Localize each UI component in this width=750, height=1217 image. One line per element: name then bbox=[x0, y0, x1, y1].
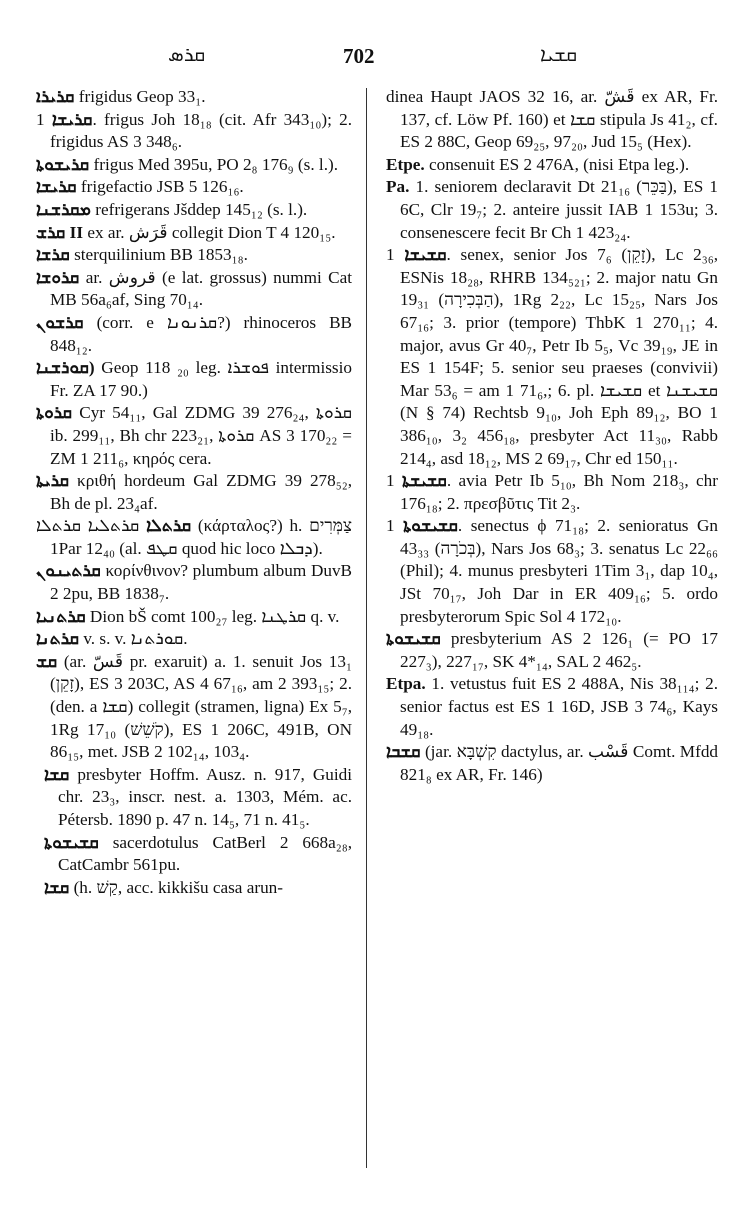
page-header bbox=[0, 44, 750, 74]
right-column bbox=[386, 86, 718, 786]
header-right-keyword: ܩܫܝܐ bbox=[540, 44, 578, 66]
header-left-keyword: ܩܪܣ bbox=[168, 44, 206, 66]
column-divider bbox=[366, 88, 367, 1168]
dictionary-entry: ܩܪܬܢܐ v. s. v. ܩܘܪܬܢܐ. bbox=[36, 629, 188, 649]
dictionary-entry: ܩܪܝܪܐ frigidus Geop 33₁. bbox=[36, 87, 206, 106]
dictionary-entry: ܩܫܒܐ (jar. קִשְׁבָּא dactylus, ar. قَسْب Comt. Mfdd 821₈ ex AR, Fr. 146) bbox=[386, 742, 719, 784]
left-column bbox=[36, 86, 352, 899]
dictionary-entry: ܩܪܬܠܐ ܩܪܬܠܝܐ ܩܪܬܠܐ (κάρταλος?) h. צַמְּרִים 1Par 12₄₀ (al. ܩܛܦ quod hic loco ܕܒܠܐ). bbox=[36, 516, 352, 558]
dictionary-entry: ܩܫܝܫܬܐ 1. avia Petr Ib 5₁₀, Bh Nom 218₃, chr 176₁₈; 2. πρεσβῦτις Tit 2₃. bbox=[386, 471, 718, 513]
dictionary-entry: ܡܩܪܫܢܐ refrigerans Jšddep 145₁₂ (s. l.). bbox=[36, 199, 308, 219]
dictionary-entry: Etpe. consenuit ES 2 476A, (nisi Etpa leg.). bbox=[386, 154, 690, 174]
dictionary-entry: ܩܫܝܫܐ 1. senex, senior Jos 7₆ (זָקֵן), Lc 2₃₆, ESNis 18₂₈, RHRB 134₅₂₁; 2. major natu Gn 19₃₁ (הַבְּכִירָה), 1Rg 2₂₂, Lc 15₂₅, Nars Jos 67₁₆; 3. prior (tempore) ThbK 1 270₁₁; 4. major, avus Gr 40₇, Petr Ib 5₅, Vc 39₁₉, JE in ES 1 154F; 5. senior seu praeses (convivii) Mar 53₆ = am 1 71₆,; 6. pl. ܩܫܝܫܐ et ܩܫܝܫܢܐ (N § 74) Rechtsb 9₁₀, Joh Eph 89₁₂, BO 1 386₁₀, 3₂ 456₁₈, presbyter Act 11₃₀, Rabb 214₄, asd 18₁₂, MS 2 69₁₇, Chr ed 150₁₁. bbox=[386, 245, 719, 468]
dictionary-subentry: ܩܫܐ presbyter Hoffm. Ausz. n. 917, Guidi chr. 23₃, inscr. nest. a. 1303, Mém. ac. Pétersb. 1890 p. 47 n. 14₅, 71 n. 41₅. bbox=[44, 764, 352, 829]
dictionary-entry: ܩܪܫܘܢ (corr. e ܩܪܢܘܢܐ?) rhinoceros BB 848₁₂. bbox=[36, 312, 353, 355]
dictionary-entry: II ܩܪܫ ex ar. قَرَش collegit Dion T 4 120₁₅. bbox=[36, 222, 336, 242]
dictionary-subentry: ܩܫܝܫܘܬܐ sacerdotulus CatBerl 2 668a₂₈, CatCambr 561pu. bbox=[44, 832, 353, 875]
dictionary-entry: ܩܪܘܫܐ ar. قروش (e lat. grossus) nummi Cat MB 56a₆af, Sing 70₁₄. bbox=[36, 267, 353, 310]
dictionary-entry: Pa. 1. seniorem declaravit Dt 21₁₆ (בַּכֵּר), ES 1 6C, Clr 19₇; 2. anteire jussit IAB 1 153u; 3. consenescere fecit Br Ch 1 423₂₄. bbox=[386, 177, 718, 242]
dictionary-entry: ܩܪܝܫܐ 1. frigus Joh 18₁₈ (cit. Afr 343₁₀); 2. frigidus AS 3 348₆. bbox=[36, 109, 352, 152]
page-number: 702 bbox=[343, 44, 375, 68]
dictionary-entry: ܩܫܝܫܘܬܐ 1. senectus ϕ 71₁₈; 2. senioratus Gn 43₃₃ (בְּכֹרָה), Nars Jos 68₃; 3. senatus Lc 22₆₆ (Phil); 4. munus presbyteri 1Tim 3₁, dap 10₄, JSt 70₁₇, Joh Dar in ER 409₁₆; 5. ordo presbyterorum Spic Sol 4 172₁₀. bbox=[386, 516, 718, 626]
dictionary-entry: ܩܪܝܬܐ κριθή hordeum Gal ZDMG 39 278₅₂, Bh de pl. 23₄af. bbox=[36, 471, 353, 513]
dictionary-entry: ܩܫ (ar. قَسّ pr. exaruit) a. 1. senuit Jos 13₁ (זָקֵן), ES 3 203C, AS 4 67₁₆, am 2 393₁₅; 2. (den. a ܩܫܐ) collegit (stramen, ligna) Ex 5₇, 1Rg 17₁₀ (קֹשֵׁשׁ), ES 1 206C, 491B, ON 86₁₅, met. JSB 2 102₁₄, 103₄. bbox=[36, 651, 353, 762]
dictionary-subentry: ܩܫܐ (h. קַשׁ, acc. kikkišu casa arun- bbox=[44, 877, 283, 897]
dictionary-entry: ܩܪܘܬܐ Cyr 54₁₁, Gal ZDMG 39 276₂₄, ܩܪܘܬܐ ib. 299₁₁, Bh chr 223₂₁, ܩܪܘܬܐ AS 3 170₂₂ = ZM 1 211₆, κηρός cera. bbox=[36, 403, 353, 468]
dictionary-entry: ܩܫܝܫܘܬܐ presbyterium AS 2 126₁ (= PO 17 227₃), 227₁₇, SK 4*₁₄, SAL 2 462₅. bbox=[386, 629, 718, 671]
dictionary-entry: ܩܪܝܫܐ frigefactio JSB 5 126₁₆. bbox=[36, 177, 244, 197]
dictionary-entry: ܩܪܬܢܝܐ Dion bŠ comt 100₂₇ leg. ܩܪܛܢܐ q. v. bbox=[36, 606, 340, 626]
dictionary-entry: ܩܪܝܫܘܬܐ frigus Med 395u, PO 2₈ 176₉ (s. l.). bbox=[36, 154, 339, 174]
dictionary-entry-continuation: dinea Haupt JAOS 32 16, ar. قَشّ ex AR, Fr. 137, cf. Löw Pf. 160) et ܩܫܐ stipula Js 41₂, cf. ES 2 88C, Geop 69₂₅, 97₂₀, Jud 15₅ (Hex). bbox=[386, 87, 719, 152]
dictionary-entry: Etpa. 1. vetustus fuit ES 2 488A, Nis 38₁₁₄; 2. senior factus est ES 1 16D, JSB 3 74₆, Kays 49₁₈. bbox=[386, 674, 718, 739]
dictionary-entry: ܩܪܫܐ sterquilinium BB 1853₁₈. bbox=[36, 245, 248, 265]
dictionary-entry: (ܩܘܪܫܢܐ Geop 118 ₂₀ leg. ܦܘܫܪܐ intermissio Fr. ZA 17 90.) bbox=[36, 358, 352, 400]
dictionary-entry: ܩܪܬܝܢܘܢ κορίνθινον? plumbum album DuvB 2 2pu, BB 1838₇. bbox=[36, 561, 353, 604]
